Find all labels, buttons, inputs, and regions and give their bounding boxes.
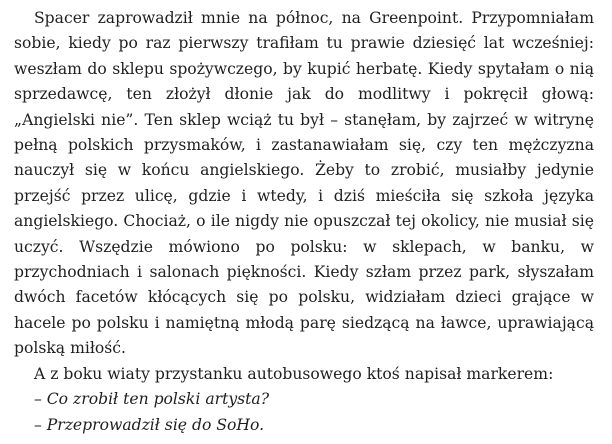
document-page [14, 6, 594, 438]
dialogue-answer: – Przeprowadził się do SoHo. [34, 415, 265, 434]
intro-line: A z boku wiaty przystanku autobusowego ktoś napisał markerem: [34, 364, 554, 383]
dialogue-question: – Co zrobił ten polski artysta? [34, 390, 270, 409]
body-paragraph: Spacer zaprowadził mnie na północ, na Greenpoint. Przypomniałam sobie, kiedy po raz pierwszy trafiłam tu prawie dziesięć lat wcześniej: weszłam do sklepu spożywczego, by kupić herbatę. Kiedy spytałam o nią sprzedawcę, ten złożył dłonie jak do modlitwy i pokręcił głową: „Angielski nie”. Ten sklep wciąż tu był – stanęłam, by zajrzeć w witrynę pełną polskich przysmaków, i zastanawiałam się, czy ten mężczyzna nauczył się w końcu angielskiego. Żeby to zrobić, musiałby jedynie przejść przez ulicę, gdzie i wtedy, i dziś mieściła się szkoła języka angielskiego. Chociaż, o ile nigdy nie opuszczał tej okolicy, nie musiał się uczyć. Wszędzie mówiono po polsku: w sklepach, w banku, w przychodniach i salonach piękności. Kiedy szłam przez park, słyszałam dwóch facetów kłócących się po polsku, widziałam dzieci grające w hacele po polsku i namiętną młodą parę siedzącą na ławce, uprawiającą polską miłość. [14, 9, 594, 358]
